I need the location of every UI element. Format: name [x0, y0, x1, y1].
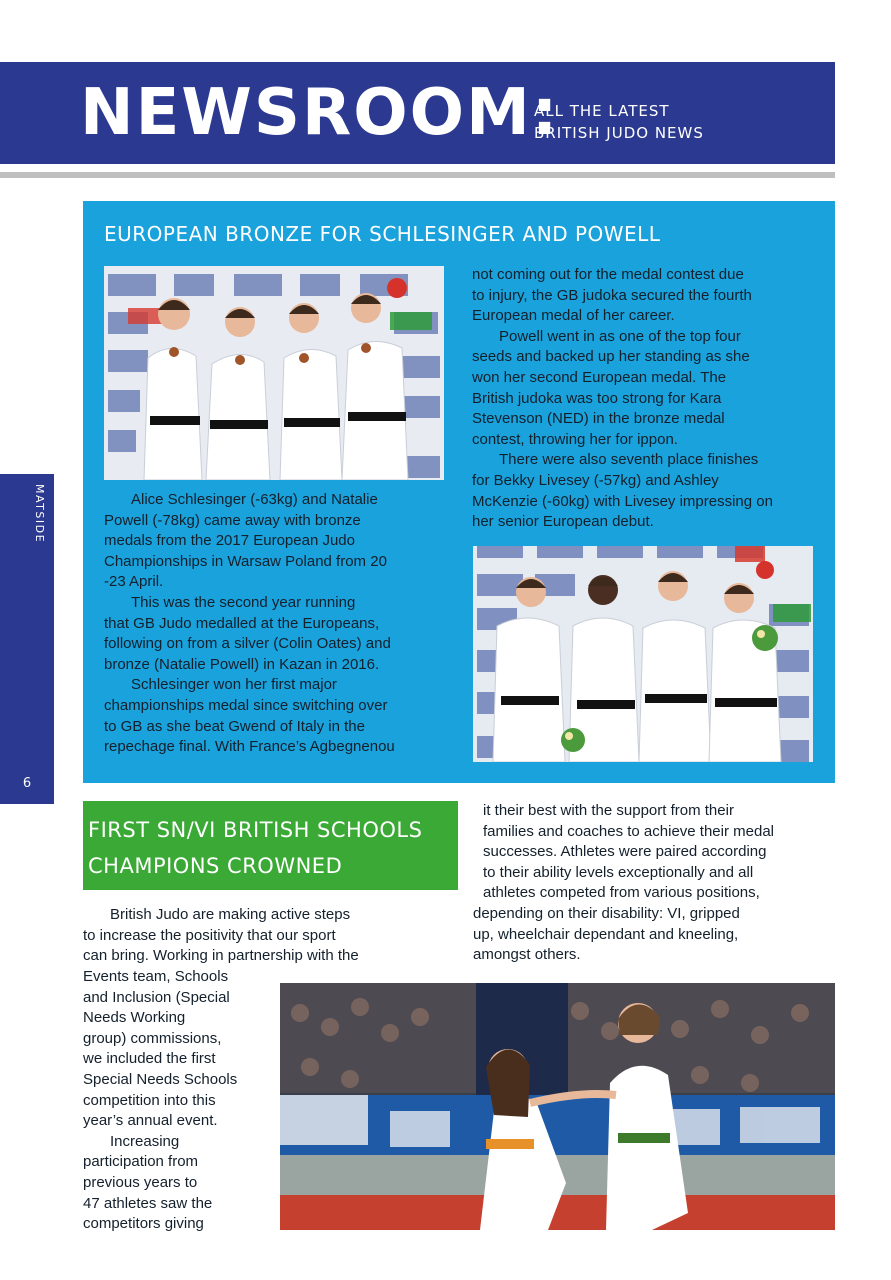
text-line: depending on their disability: VI, gripped	[473, 904, 740, 922]
text-line: can bring. Working in partnership with the	[83, 947, 359, 965]
text-line: championships medal since switching over	[104, 696, 388, 714]
podium-photo-2	[473, 546, 813, 762]
podium-photo-1-image	[104, 266, 444, 480]
text-line: that GB Judo medalled at the Europeans,	[104, 614, 380, 632]
text-line: Powell went in as one of the top four	[499, 327, 741, 345]
text-line: contest, throwing her for ippon.	[472, 430, 678, 448]
text-line: Stevenson (NED) in the bronze medal	[472, 410, 725, 428]
text-line: her senior European debut.	[472, 513, 654, 531]
text-line: British Judo are making active steps	[110, 906, 351, 923]
article-heading	[88, 812, 422, 884]
text-line: amongst others.	[473, 946, 581, 964]
text-line: repechage final. With France’s Agbegnenou	[104, 738, 395, 756]
text-line: it their best with the support from their	[483, 802, 734, 819]
text-line: Special Needs Schools	[83, 1070, 238, 1088]
podium-photo-1	[104, 266, 444, 480]
text-line: This was the second year running	[131, 593, 356, 611]
text-line: Powell (-78kg) came away with bronze	[104, 511, 361, 529]
schools-judo-photo	[280, 983, 835, 1230]
text-line: to increase the positivity that our sport	[83, 926, 336, 944]
text-line: to injury, the GB judoka secured the fourth	[472, 286, 752, 304]
text-line: competition into this	[83, 1091, 216, 1109]
text-line: European medal of her career.	[472, 307, 675, 325]
text-line: competitors giving	[83, 1215, 204, 1233]
text-line: British judoka was too strong for Kara	[472, 389, 722, 407]
heading-line: CHAMPIONS CROWNED	[88, 854, 343, 878]
text-line: not coming out for the medal contest due	[472, 266, 744, 283]
tagline-line: ALL THE LATEST	[534, 102, 670, 120]
text-line: successes. Athletes were paired according	[483, 843, 767, 861]
text-line: and Inclusion (Special	[83, 988, 230, 1006]
text-line: previous years to	[83, 1173, 198, 1191]
header-rule	[0, 172, 835, 178]
text-line: Alice Schlesinger (-63kg) and Natalie	[131, 491, 378, 508]
text-line: up, wheelchair dependant and kneeling,	[473, 925, 739, 943]
text-line: Increasing	[110, 1132, 180, 1150]
text-line: year’s annual event.	[83, 1112, 218, 1130]
text-line: -23 April.	[104, 573, 164, 591]
page-number: 6	[22, 776, 32, 791]
text-line: bronze (Natalie Powell) in Kazan in 2016.	[104, 655, 380, 673]
tagline-line: BRITISH JUDO NEWS	[534, 124, 704, 142]
article2-right-column	[473, 801, 843, 966]
text-line: group) commissions,	[83, 1029, 222, 1047]
text-line: participation from	[83, 1153, 199, 1171]
text-line: 47 athletes saw the	[83, 1194, 213, 1212]
text-line: to their ability levels exceptionally and all	[483, 863, 754, 881]
heading-line: FIRST SN/VI BRITISH SCHOOLS	[88, 818, 423, 842]
text-line: McKenzie (-60kg) with Livesey impressing on	[472, 492, 773, 510]
article2-intro	[83, 905, 463, 967]
article2-narrow-column	[83, 967, 273, 1235]
text-line: There were also seventh place finishes	[499, 451, 759, 469]
text-line: Championships in Warsaw Poland from 20	[104, 552, 387, 570]
article1-left-column	[104, 490, 444, 758]
text-line: families and coaches to achieve their medal	[483, 822, 774, 840]
text-line: Events team, Schools	[83, 968, 229, 985]
schools-judo-photo-image	[280, 983, 835, 1230]
text-line: Schlesinger won her first major	[131, 676, 337, 694]
article1-right-column	[472, 265, 822, 533]
text-line: to GB as she beat Gwend of Italy in the	[104, 717, 365, 735]
podium-photo-2-image	[473, 546, 813, 762]
text-line: following on from a silver (Colin Oates) and	[104, 635, 391, 653]
newsroom-title: NEWSROOM:	[80, 76, 560, 150]
text-line: we included the first	[83, 1050, 216, 1068]
text-line: Needs Working	[83, 1009, 186, 1027]
article-heading: EUROPEAN BRONZE FOR SCHLESINGER AND POWELL	[104, 222, 661, 246]
section-label: MATSIDE	[33, 484, 46, 544]
newsroom-tagline	[534, 100, 704, 144]
text-line: medals from the 2017 European Judo	[104, 532, 355, 550]
text-line: for Bekky Livesey (-57kg) and Ashley	[472, 471, 719, 489]
text-line: athletes competed from various positions,	[483, 884, 760, 902]
text-line: seeds and backed up her standing as she	[472, 348, 750, 366]
text-line: won her second European medal. The	[472, 368, 727, 386]
